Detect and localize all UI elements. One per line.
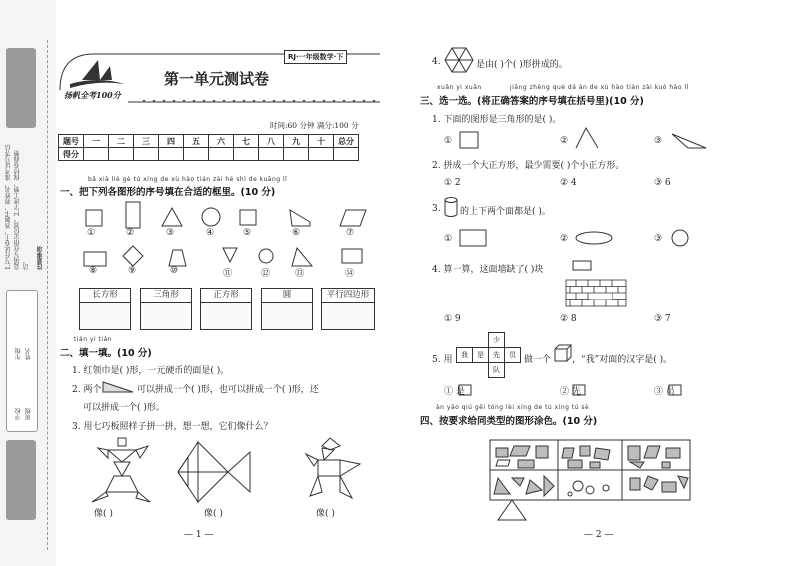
brand-logo-text: 扬帆全考100分 <box>64 90 121 100</box>
score-header-cell: 七 <box>234 135 259 148</box>
s3-option-3-circle-icon <box>670 228 690 248</box>
q4-heading: 四、按要求给同类型的图形涂色。(10 分) <box>420 416 598 427</box>
s5-option-2-box-icon <box>572 384 586 396</box>
shape-number: ⑪ <box>223 269 233 279</box>
q2-item3: 3. 用七巧板照样子拼一拼，想一想，它们像什么？ <box>72 422 273 432</box>
score-cell[interactable] <box>234 148 259 161</box>
shape-number: ⑭ <box>345 269 355 279</box>
score-header-cell: 五 <box>184 135 209 148</box>
q2-item2-start: 2. 两个 <box>72 385 102 395</box>
score-cell[interactable] <box>209 148 234 161</box>
score-header-cell: 三 <box>134 135 159 148</box>
shape-6-trapezoid-icon <box>290 210 310 226</box>
shape-1-square-icon <box>86 210 102 226</box>
answer-box-label: 长方形 <box>80 289 130 303</box>
score-header-cell: 四 <box>159 135 184 148</box>
binding-instructions: 1.写在试卷上，答题卡，将姓名、准考证号等信息填写在指定位置。2.字迹工整，保持卷面整洁。 <box>5 144 30 270</box>
net-cell: 我 <box>456 347 473 363</box>
s1-option-2-shape-icon <box>574 126 602 150</box>
shape-number: ① <box>87 228 96 238</box>
q3-s5-end: ，“我”对面的汉字是( )。 <box>572 355 673 365</box>
answer-box-square[interactable] <box>200 288 252 330</box>
q2-item2-end: 可以拼成一个( )形。 <box>83 403 165 413</box>
shape-12-circle-icon <box>259 249 273 263</box>
s3-option-1-rectangle-icon <box>458 228 488 248</box>
s1-option-2[interactable]: ② <box>560 136 569 146</box>
r-q4-number: 4. <box>432 57 441 67</box>
q3-s3: 的上下两个面都是( )。 <box>460 207 551 217</box>
score-table <box>58 134 359 161</box>
page-title: 第一单元测试卷 <box>164 70 270 88</box>
tangram-answer-1[interactable]: 像( ) <box>94 509 113 519</box>
binding-school-label: 学校 <box>15 408 22 420</box>
page-number-right: — 2 — <box>584 530 614 540</box>
s1-option-3[interactable]: ③ <box>654 136 663 146</box>
page-number-left: — 1 — <box>184 530 214 540</box>
binding-dash-line <box>47 40 48 550</box>
answer-box-label: 正方形 <box>201 289 251 303</box>
tangram-fish-icon <box>178 442 250 502</box>
q2-pinyin: tián yi tián <box>74 336 113 343</box>
score-header-cell: 八 <box>259 135 284 148</box>
q2-item2-middle: 可以拼成一个( )形，也可以拼成一个( )形，还 <box>137 385 319 395</box>
q3-s4: 4. 算一算，这面墙缺了( )块 <box>432 265 544 275</box>
s2-option-2[interactable]: ② 4 <box>560 178 577 188</box>
shape-7-parallelogram-icon <box>340 210 366 226</box>
shape-number: ③ <box>166 228 175 238</box>
shape-number: ② <box>126 228 135 238</box>
answer-box-parallelogram[interactable] <box>321 288 375 330</box>
shape-9-diamond-icon <box>123 246 143 266</box>
q3-pinyin-a: xuǎn yi xuǎn <box>437 84 482 91</box>
s4-option-2[interactable]: ② 8 <box>560 314 577 324</box>
tangram-answer-2[interactable]: 像( ) <box>204 509 223 519</box>
cube-icon <box>554 344 572 362</box>
dot-divider <box>140 97 380 105</box>
s5-option-1-box-icon <box>458 384 472 396</box>
net-cell: 少 <box>488 332 505 348</box>
shape-number: ⑤ <box>243 228 252 238</box>
s1-option-1-shape-icon <box>458 130 482 150</box>
q2-heading: 二、填一填。(10 分) <box>60 348 152 359</box>
cylinder-icon <box>444 196 458 218</box>
brick-wall-icon <box>564 278 628 308</box>
score-cell[interactable] <box>334 148 359 161</box>
s5-option-3[interactable]: ③ 员 <box>654 387 675 397</box>
q3-heading: 三、选一选。(将正确答案的序号填在括号里)(10 分) <box>420 96 644 107</box>
hexagon-icon <box>444 46 474 74</box>
score-table-score-row <box>59 148 359 161</box>
s3-option-3[interactable]: ③ <box>654 234 663 244</box>
answer-box-label: 圆 <box>262 289 312 303</box>
answer-box-triangle[interactable] <box>140 288 192 330</box>
net-cell: 先 <box>488 347 505 363</box>
shape-3-triangle-icon <box>162 208 182 226</box>
header-banner <box>58 50 382 106</box>
s2-option-3[interactable]: ③ 6 <box>654 178 671 188</box>
score-cell[interactable] <box>309 148 334 161</box>
s3-option-2[interactable]: ② <box>560 234 569 244</box>
binding-grade-label: 年级 <box>15 348 22 360</box>
score-cell[interactable] <box>84 148 109 161</box>
coloring-panel[interactable] <box>490 438 690 522</box>
shape-number: ⑨ <box>128 266 137 276</box>
shape-number: ④ <box>206 228 215 238</box>
shape-4-circle-icon <box>202 208 220 226</box>
shape-number: ⑥ <box>292 228 301 238</box>
score-cell[interactable] <box>134 148 159 161</box>
shape-number: ⑫ <box>261 269 271 279</box>
answer-box-label: 三角形 <box>141 289 191 303</box>
shape-11-triangle-icon <box>223 248 237 262</box>
q1-pinyin: bǎ xià liè gè tú xíng de xù hào tián zài hé shì de kuāng lǐ <box>88 176 288 183</box>
r-q4-text: 是由( )个( )形拼成的。 <box>476 60 568 70</box>
score-header-cell: 九 <box>284 135 309 148</box>
score-cell[interactable] <box>259 148 284 161</box>
s5-option-1[interactable]: ① 是 <box>444 387 465 397</box>
brick-icon <box>572 260 594 272</box>
s5-option-3-box-icon <box>668 384 682 396</box>
net-cell: 是 <box>472 347 489 363</box>
s4-option-1[interactable]: ① 9 <box>444 314 461 324</box>
shape-10-trapezoid-icon <box>169 250 186 266</box>
q3-s5-middle: 做一个 <box>524 355 552 365</box>
score-cell[interactable] <box>159 148 184 161</box>
tangram-dog-icon <box>306 438 360 498</box>
q3-s1: 1. 下面的图形是三角形的是( )。 <box>432 115 562 125</box>
tangram-figures <box>78 436 378 508</box>
q3-pinyin-b: jiāng zhèng què dá àn de xù hào tián zài kuò hào lǐ <box>510 84 689 91</box>
score-cell[interactable] <box>109 148 134 161</box>
time-score: 时间:60 分钟 满分:100 分 <box>270 121 359 130</box>
score-header-cell: 题号 <box>59 135 84 148</box>
answer-box-label: 平行四边形 <box>322 289 374 303</box>
s3-option-1[interactable]: ① <box>444 234 453 244</box>
q3-s5-start: 5. 用 <box>432 355 453 365</box>
shape-14-rectangle-icon <box>342 249 362 263</box>
q4-pinyin: àn yāo qiú gěi tóng lèi xíng de tú xíng tú sè <box>436 404 590 411</box>
s3-option-2-ellipse-icon <box>574 230 614 246</box>
answer-box-circle[interactable] <box>261 288 313 330</box>
shape-2-rectangle-icon <box>126 202 140 228</box>
shape-5-square-icon <box>240 210 256 225</box>
q3-s3-number: 3. <box>432 204 441 214</box>
s5-option-2[interactable]: ② 先 <box>560 387 581 397</box>
subject-tag: RJ·一年级数学·下 <box>284 50 347 64</box>
binding-name-label: 姓名 <box>25 348 32 360</box>
s1-option-3-shape-icon <box>670 130 710 150</box>
shape-number: ⑧ <box>89 266 98 276</box>
binding-block-top <box>6 48 36 128</box>
net-cell: 队 <box>488 362 505 378</box>
score-cell[interactable] <box>284 148 309 161</box>
answer-box-rectangle[interactable] <box>79 288 131 330</box>
q3-s2: 2. 拼成一个大正方形，最少需要( )个小正方形。 <box>432 161 625 171</box>
shape-13-triangle-icon <box>292 248 312 266</box>
q2-item1: 1. 红领巾是( )形，一元硬币的面是( )。 <box>72 366 230 376</box>
triangle-icon <box>498 500 526 520</box>
score-header-cell: 十 <box>309 135 334 148</box>
shape-number: ⑬ <box>295 269 305 279</box>
shape-number: ⑩ <box>170 266 179 276</box>
right-triangle-icon <box>101 380 135 394</box>
s2-option-1[interactable]: ① 2 <box>444 178 461 188</box>
cube-net <box>456 332 522 382</box>
tangram-person-icon <box>92 438 150 502</box>
binding-class-label: 班级 <box>25 408 32 420</box>
score-row-label: 得分 <box>59 148 84 161</box>
shape-8-rectangle-icon <box>84 252 106 266</box>
tangram-answer-3[interactable]: 像( ) <box>316 509 335 519</box>
score-table-header-row <box>59 135 359 148</box>
binding-block-bottom <box>6 440 36 520</box>
q1-heading: 一、把下列各图形的序号填在合适的框里。(10 分) <box>60 187 276 198</box>
score-header-cell: 二 <box>109 135 134 148</box>
s1-option-1[interactable]: ① <box>444 136 453 146</box>
score-header-cell: 总分 <box>334 135 359 148</box>
s4-option-3[interactable]: ③ 7 <box>654 314 671 324</box>
shape-number: ⑦ <box>346 228 355 238</box>
score-cell[interactable] <box>184 148 209 161</box>
net-cell: 员 <box>504 347 521 363</box>
score-header-cell: 一 <box>84 135 109 148</box>
binding-note-label: 注意事项 <box>37 246 44 270</box>
score-header-cell: 六 <box>209 135 234 148</box>
